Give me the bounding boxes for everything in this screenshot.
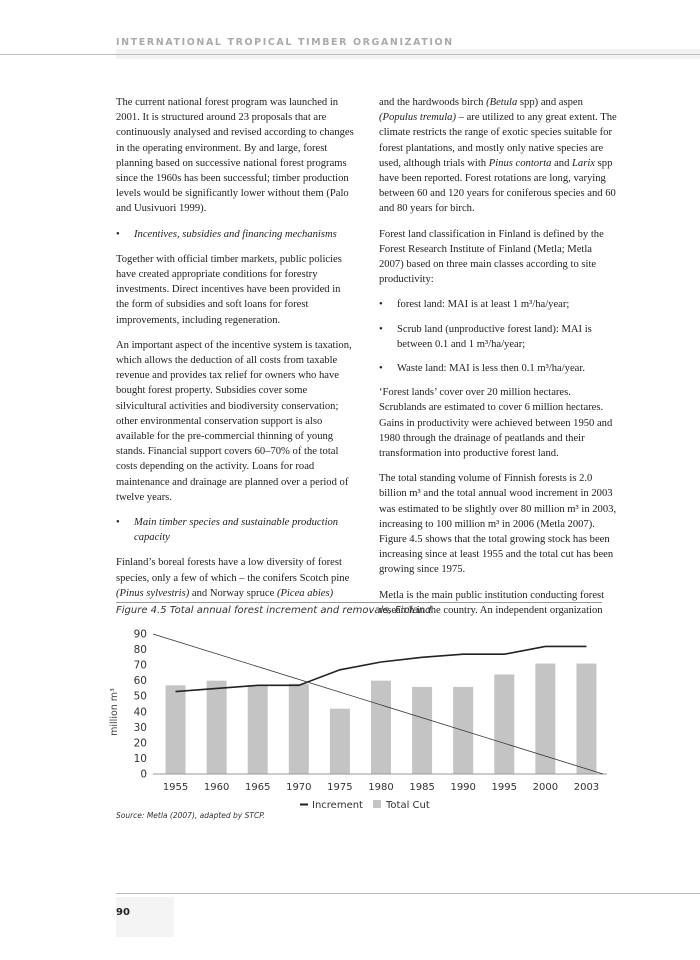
bar-total-cut-1995 [494,674,514,774]
figure-caption: Figure 4.5 Total annual forest increment and removals, Finland [116,605,432,616]
species-name: (Pinus sylvestris) [116,587,190,599]
paragraph [379,95,619,217]
species-name: (Betula [486,97,518,108]
paragraph: An important aspect of the incentive system is taxation, which allows the deduction of all costs from taxable revenue and provides tax relief for owners who have bought forest property. Subsidies cover some silvicultural activities and biodiversity conservation; other environmental conservation support is also available for the pre-commercial thinning of young stands. Financial support covers 60–70% of the total costs depending on the activity. Loans for road maintenance and drainage are planned over a period of twelve years. [116,339,352,503]
text-run: and the hardwoods birch [379,97,487,108]
x-tick-label: 1965 [245,782,271,793]
figure-rule [116,602,602,603]
header-title: INTERNATIONAL TROPICAL TIMBER ORGANIZATION [116,37,454,48]
list-item-text: Waste land: MAI is less then 0.1 m³/ha/year. [397,363,585,375]
bar-total-cut-1965 [248,685,268,774]
species-name: Larix [572,157,595,169]
text-run: spp have been reported. Forest rotations are long, varying between 60 and 120 years for coniferous species and 60 and 80 years for birch. [379,157,616,215]
species-name: (Picea abies) [276,587,334,599]
x-tick-label: 1985 [409,782,435,793]
bar-total-cut-1980 [371,681,391,774]
paragraph: The current national forest program was launched in 2001. It is structured around 23 proposals that are continuously analysed and revised according to changes in the operating environment. By and large, forest planning based on successive national forest programs since the 1960s has been successful; timber production levels would be significantly lower without them (Palo and Uusivuori 1999). [116,97,354,215]
x-tick-label: 1960 [203,782,230,793]
text-run: – are utilized to any great extent. The climate restricts the range of exotic species suitable for forest plantations, and mostly only native species are used, although trials with [379,112,617,169]
y-tick-label: 20 [133,737,147,750]
x-tick-label: 2000 [532,782,559,793]
bullet-icon: • [379,299,383,311]
text-run: and [551,157,573,169]
list-item-text: forest land: MAI is at least 1 m³/ha/year; [397,299,570,311]
y-tick-label: 0 [140,768,147,781]
y-tick-label: 60 [133,675,147,688]
bullet-icon: • [379,323,383,335]
paragraph: Metla is the main public institution conducting forest research in the country. An independent organization [379,589,605,616]
bullet-icon: • [116,228,120,240]
x-tick-label: 2003 [573,782,600,793]
x-tick-label: 1975 [327,782,353,793]
y-axis-label: million m³ [109,688,120,736]
page-number: 90 [116,907,130,918]
increment-removals-chart [105,622,615,814]
y-tick-label: 30 [133,721,147,734]
text-run: spp) and aspen [517,97,583,108]
list-item [379,297,619,312]
y-tick-label: 50 [133,690,147,703]
x-tick-label: 1995 [491,782,517,793]
x-tick-label: 1990 [450,782,476,793]
header-rule [0,54,700,55]
paragraph: The total standing volume of Finnish forests is 2.0 billion m³ and the total annual wood increment in 2003 was estimated to be slightly over 80 million m³ in 2003, increasing to 100 million m³ in 2006 (Metla 2007). Figure 4.5 shows that the total growing stock has been increasing since at least 1955 and the total cut has been growing since 1975. [379,473,617,576]
paragraph: ‘Forest lands’ cover over 20 million hectares. Scrublands are estimated to cover 6 million hectares. Gains in productivity were achieved between 1950 and 1980 through the drainage of peatlands and their transformation into productive forest land. [379,387,613,460]
bar-total-cut-2003 [576,664,596,774]
y-tick-label: 90 [133,628,147,641]
heading-text: Incentives, subsidies and financing mechanisms [134,228,337,240]
y-tick-label: 70 [133,659,147,672]
bar-total-cut-1955 [166,685,186,774]
heading-text: Main timber species and sustainable production capacity [134,517,339,544]
paragraph: Forest land classification in Finland is defined by the Forest Research Institute of Finland (Metla; Metla 2007) based on three main classes according to site productivity: [379,228,604,286]
bullet-icon: • [116,517,120,529]
right-column [379,95,619,628]
bar-total-cut-1985 [412,687,432,774]
legend-increment-label: Increment [312,800,363,811]
left-column [116,95,356,611]
paragraph [116,555,356,601]
y-tick-label: 80 [133,644,147,657]
bar-total-cut-1975 [330,709,350,774]
list-item [379,361,619,376]
legend-total-cut-label: Total Cut [386,800,430,811]
footer-rule [116,893,700,894]
bar-total-cut-2000 [535,664,555,774]
x-tick-label: 1970 [286,782,312,793]
y-tick-label: 10 [133,752,147,765]
section-heading-incentives [116,227,356,242]
y-tick-label: 40 [133,706,147,719]
list-item [379,322,619,352]
running-header [0,0,700,58]
x-tick-label: 1955 [162,782,189,793]
text-run: Finland’s boreal forests have a low diversity of forest species, only a few of which – the conifers Scotch pine [116,557,350,584]
bar-total-cut-1970 [289,684,309,774]
figure-source: Source: Metla (2007), adapted by STCP. [116,811,266,820]
x-tick-label: 1980 [368,782,394,793]
list-item-text: Scrub land (unproductive forest land): MAI is between 0.1 and 1 m³/ha/year; [397,323,592,350]
paragraph: Together with official timber markets, public policies have created appropriate conditions for forestry investments. Direct incentives have been provided in the form of subsidies and soft loans for forest improvements, including regeneration. [116,253,342,326]
bullet-icon: • [379,363,383,375]
legend-total-cut-swatch [373,800,381,808]
species-name: Pinus contorta [488,157,552,169]
text-run: and Norway spruce [189,587,277,599]
species-name: (Populus tremula) [379,112,456,124]
section-heading-species [116,515,356,545]
bar-total-cut-1960 [207,681,227,774]
